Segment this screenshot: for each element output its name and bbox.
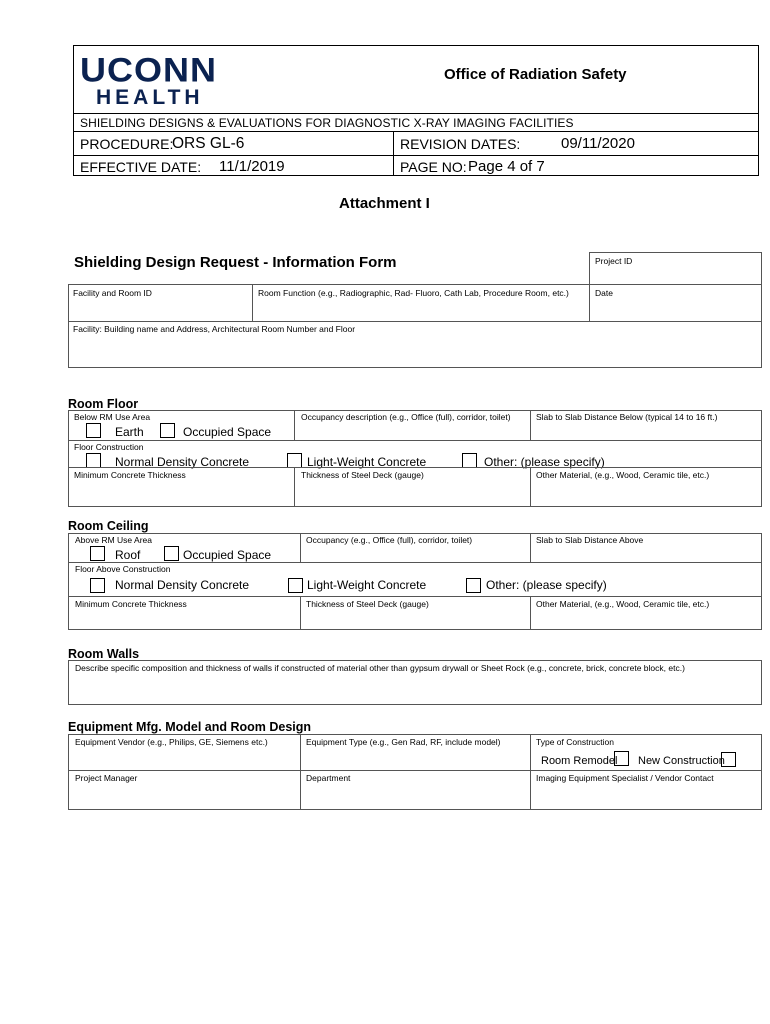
revision-value: 09/11/2020 <box>561 135 635 152</box>
room-function-label: Room Function (e.g., Radiographic, Rad- Fluoro, Cath Lab, Procedure Room, etc.) <box>258 288 569 298</box>
header-divider <box>73 113 759 114</box>
room-walls-title: Room Walls <box>68 647 140 661</box>
above-use-label: Above RM Use Area <box>75 535 153 545</box>
equipment-type-label: Equipment Type (e.g., Gen Rad, RF, include model) <box>306 737 501 747</box>
normal-density-label: Normal Density Concrete <box>115 455 250 469</box>
min-concrete-thickness-label: Minimum Concrete Thickness <box>74 470 186 480</box>
normal-density-checkbox[interactable] <box>86 453 101 468</box>
department-label: Department <box>306 773 351 783</box>
new-construction-label: New Construction <box>638 755 725 767</box>
light-weight-checkbox[interactable] <box>287 453 302 468</box>
revision-label: REVISION DATES: <box>400 136 521 152</box>
roof-checkbox[interactable] <box>90 546 105 561</box>
ceiling-light-weight-checkbox[interactable] <box>288 578 303 593</box>
type-of-construction-label: Type of Construction <box>536 737 614 747</box>
header-divider-3 <box>73 155 759 156</box>
floor-above-construction-label: Floor Above Construction <box>75 564 171 574</box>
walls-description-label: Describe specific composition and thickness of walls if constructed of material other than gypsum drywall or Sheet Rock (e.g., concrete, brick, concrete block, etc.) <box>75 663 685 673</box>
room-remodel-label: Room Remodel <box>541 755 618 767</box>
occupied-space-label: Occupied Space <box>183 425 272 439</box>
light-weight-label: Light-Weight Concrete <box>307 455 427 469</box>
ceiling-occupied-checkbox[interactable] <box>164 546 179 561</box>
ceiling-occupancy-label: Occupancy (e.g., Office (full), corridor, toilet) <box>306 535 473 545</box>
vendor-contact-label: Imaging Equipment Specialist / Vendor Contact <box>536 773 714 783</box>
ceiling-normal-density-checkbox[interactable] <box>90 578 105 593</box>
roof-label: Roof <box>115 548 141 562</box>
ceiling-other-label: Other: (please specify) <box>486 578 607 592</box>
project-id-label: Project ID <box>595 256 633 266</box>
below-use-label: Below RM Use Area <box>74 412 151 422</box>
project-manager-label: Project Manager <box>75 773 138 783</box>
room-remodel-checkbox[interactable] <box>614 751 629 766</box>
procedure-label: PROCEDURE: <box>80 136 174 152</box>
other-floor-checkbox[interactable] <box>462 453 477 468</box>
ceiling-light-weight-label: Light-Weight Concrete <box>307 578 427 592</box>
header-column-divider <box>393 131 394 176</box>
room-floor-title: Room Floor <box>68 397 139 411</box>
form-title: Shielding Design Request - Information Form <box>74 254 397 271</box>
steel-deck-thickness-label: Thickness of Steel Deck (gauge) <box>301 470 424 480</box>
room-ceiling-title: Room Ceiling <box>68 519 149 533</box>
facility-description-label: Facility: Building name and Address, Architectural Room Number and Floor <box>73 324 356 334</box>
document-title: SHIELDING DESIGNS & EVALUATIONS FOR DIAGNOSTIC X-RAY IMAGING FACILITIES <box>80 116 574 130</box>
ceiling-min-thickness-label: Minimum Concrete Thickness <box>75 599 187 609</box>
occupied-space-checkbox[interactable] <box>160 423 175 438</box>
date-field[interactable] <box>589 284 762 322</box>
page-label: PAGE NO: <box>400 159 467 175</box>
ceiling-steel-deck-label: Thickness of Steel Deck (gauge) <box>306 599 429 609</box>
effective-label: EFFECTIVE DATE: <box>80 159 202 175</box>
floor-construction-label: Floor Construction <box>74 442 144 452</box>
ceiling-normal-density-label: Normal Density Concrete <box>115 578 250 592</box>
effective-value: 11/1/2019 <box>219 158 285 175</box>
occupancy-description-label: Occupancy description (e.g., Office (full), corridor, toilet) <box>301 412 511 422</box>
ceiling-occupied-label: Occupied Space <box>183 548 272 562</box>
equipment-vendor-label: Equipment Vendor (e.g., Philips, GE, Siemens etc.) <box>75 737 268 747</box>
ceiling-other-material-label: Other Material, (e.g., Wood, Ceramic tile, etc.) <box>536 599 710 609</box>
uconn-health-logo <box>80 52 230 110</box>
earth-label: Earth <box>115 425 144 439</box>
facility-room-id-label: Facility and Room ID <box>73 288 152 298</box>
other-material-label: Other Material, (e.g., Wood, Ceramic tile, etc.) <box>536 470 710 480</box>
other-floor-label: Other: (please specify) <box>484 455 605 469</box>
equipment-title: Equipment Mfg. Model and Room Design <box>68 720 312 734</box>
header-divider-2 <box>73 131 759 132</box>
slab-distance-below-label: Slab to Slab Distance Below (typical 14 to 16 ft.) <box>536 412 718 422</box>
page-value: Page 4 of 7 <box>468 158 545 175</box>
new-construction-checkbox[interactable] <box>721 752 736 767</box>
slab-distance-above-label: Slab to Slab Distance Above <box>536 535 644 545</box>
earth-checkbox[interactable] <box>86 423 101 438</box>
procedure-value: ORS GL-6 <box>172 135 245 152</box>
office-name: Office of Radiation Safety <box>444 66 627 83</box>
logo-health-text: HEALTH <box>96 86 204 109</box>
ceiling-other-checkbox[interactable] <box>466 578 481 593</box>
logo-uconn-text: UCONN <box>80 50 217 89</box>
date-label: Date <box>595 288 613 298</box>
attachment-title: Attachment I <box>339 195 430 212</box>
